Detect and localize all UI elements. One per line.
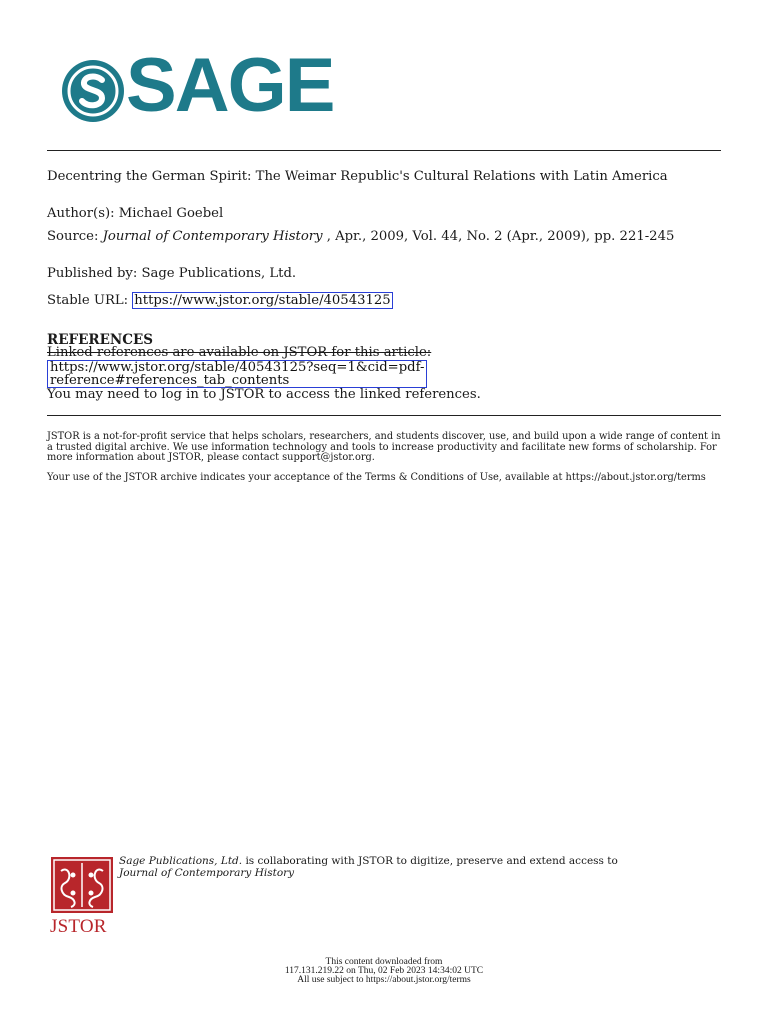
stable-url-link[interactable]: https://www.jstor.org/stable/40543125	[134, 293, 391, 308]
footer-download-note: This content downloaded from	[325, 957, 443, 967]
author-line: Author(s): Michael Goebel	[47, 206, 224, 221]
terms-notice: Your use of the JSTOR archive indicates your acceptance of the Terms & Conditions of Use, available at https://about.jstor.org/terms	[47, 472, 706, 483]
jstor-wordmark: JSTOR	[50, 916, 107, 937]
references-section	[47, 346, 687, 402]
article-title: Decentring the German Spirit: The Weimar Republic's Cultural Relations with Latin America	[47, 169, 668, 184]
references-login-note: You may need to log in to JSTOR to access the linked references.	[47, 387, 481, 402]
collaboration-note: Sage Publications, Ltd. is collaborating with JSTOR to digitize, preserve and extend access to Journal of Contemporary History	[119, 855, 618, 879]
sage-logo	[62, 43, 334, 130]
source-line: Source: Journal of Contemporary History , Apr., 2009, Vol. 44, No. 2 (Apr., 2009), pp. 221-245	[47, 229, 675, 244]
top-divider	[47, 150, 721, 151]
references-intro: Linked references are available on JSTOR for this article:	[47, 345, 432, 360]
references-heading: REFERENCES	[47, 332, 154, 348]
footer-ip-date: 117.131.219.22 on Thu, 02 Feb 2023 14:34:02 UTC	[284, 966, 484, 976]
mid-divider	[47, 415, 721, 416]
journal-name: Journal of Contemporary History	[102, 229, 323, 244]
references-link[interactable]: https://www.jstor.org/stable/40543125?seq=1&cid=pdf- reference#references_tab_contents	[47, 360, 427, 388]
footer-terms: All use subject to https://about.jstor.org/terms	[297, 975, 471, 985]
published-by: Published by: Sage Publications, Ltd.	[47, 266, 297, 281]
collab-journal: Journal of Contemporary History	[119, 867, 295, 879]
jstor-logo	[50, 856, 114, 940]
sage-emblem-icon	[62, 60, 124, 122]
stable-url-line: Stable URL: https://www.jstor.org/stable/40543125	[47, 293, 391, 308]
jstor-emblem-icon	[51, 857, 113, 913]
jstor-description: JSTOR is a not-for-profit service that helps scholars, researchers, and students discover, use, and build upon a wide range of content in a trusted digital archive. We use information technology and tools to increase productivity and facilitate new forms of scholarship. For more information about JSTOR, please contact support@jstor.org.	[47, 431, 721, 463]
collab-publisher: Sage Publications, Ltd.	[119, 855, 243, 867]
sage-wordmark: SAGE	[126, 43, 334, 128]
author-name: Michael Goebel	[118, 206, 224, 221]
